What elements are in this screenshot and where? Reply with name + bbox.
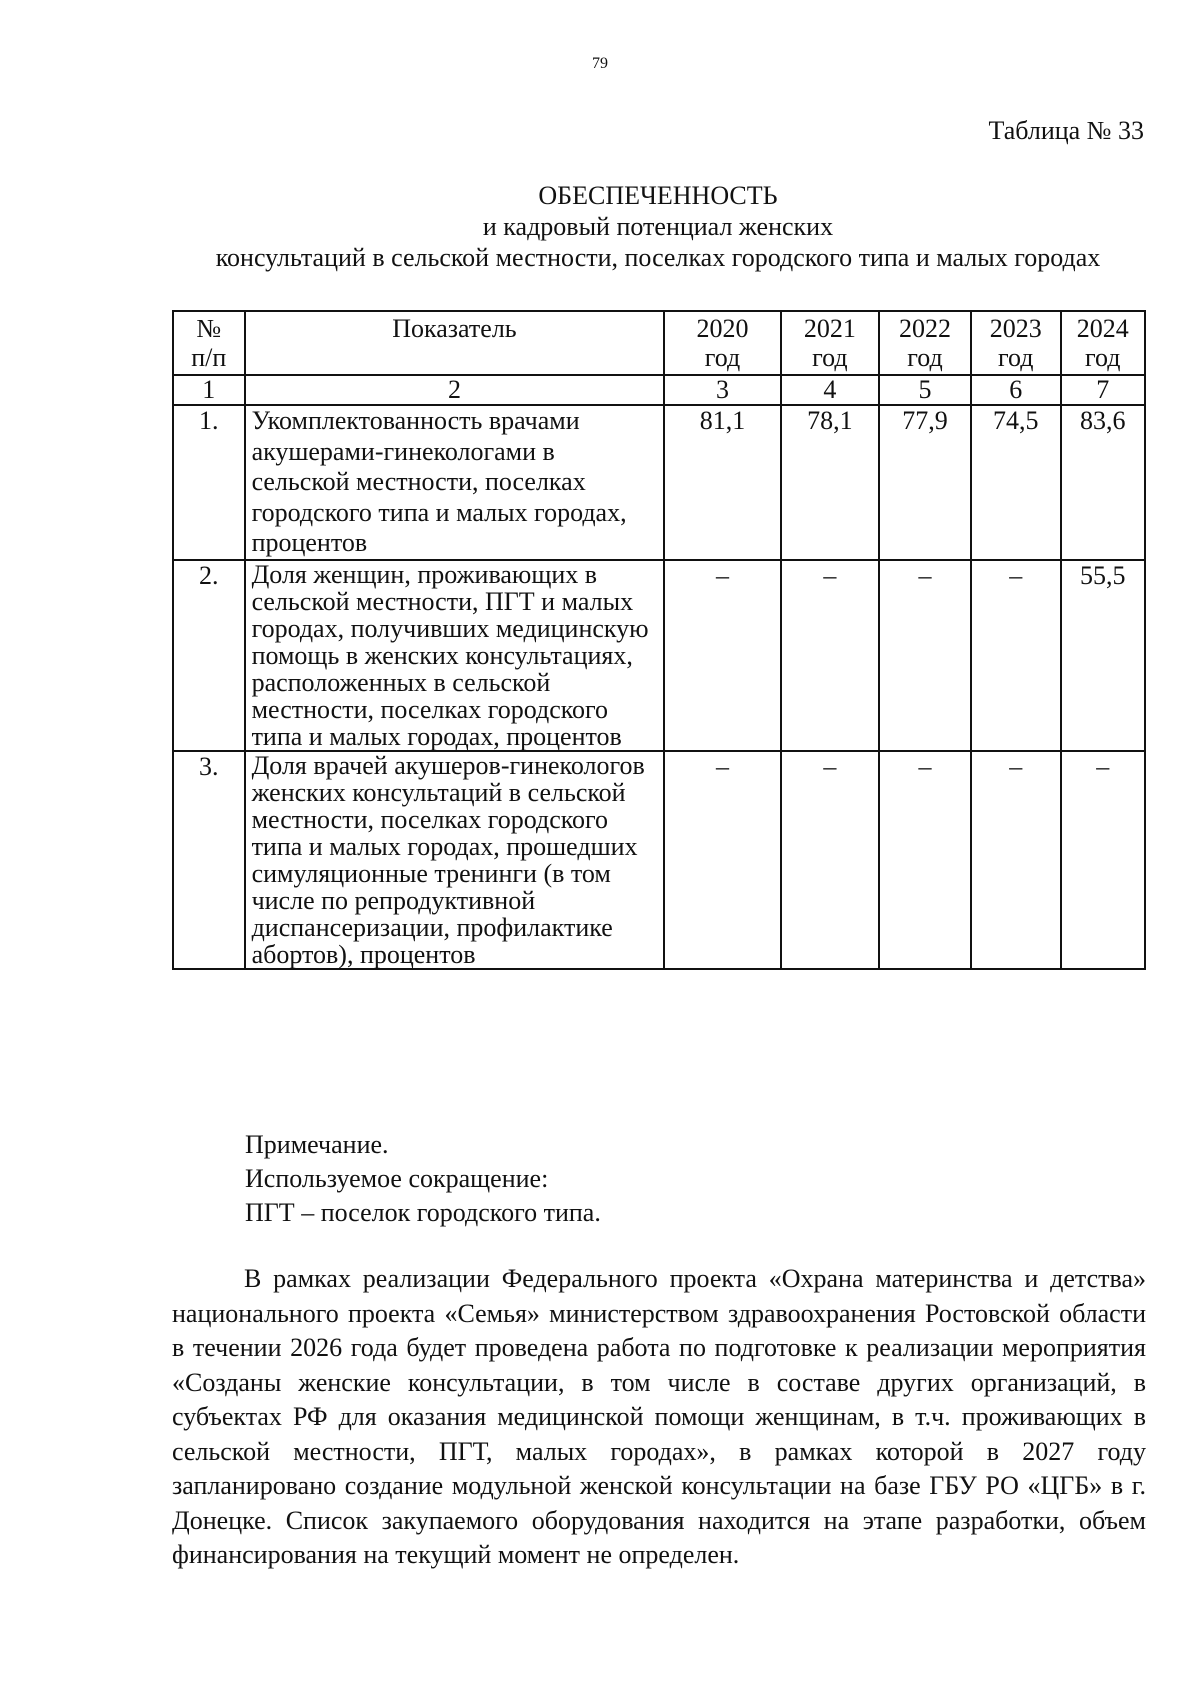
- title-line-1: ОБЕСПЕЧЕННОСТЬ: [538, 181, 778, 210]
- staffing-table: [172, 310, 1146, 970]
- row-indicator: Укомплектованность врачами акушерами-гинекологами в сельской местности, поселках городского типа и малых городах, процентов: [245, 405, 665, 560]
- table-label: Таблица № 33: [988, 116, 1144, 145]
- value-2022: –: [879, 560, 971, 751]
- row-indicator: Доля врачей акушеров-гинекологов женских консультаций в сельской местности, поселках городского типа и малых городах, прошедших симуляционные тренинги (в том числе по репродуктивной диспансеризации, профилактике абортов), процентов: [245, 751, 665, 969]
- value-2020: –: [664, 560, 780, 751]
- note-block: [245, 1128, 601, 1230]
- header-year-unit: год: [997, 343, 1034, 372]
- value-2020: 81,1: [664, 405, 780, 560]
- header-year: 2020: [696, 314, 749, 343]
- header-year-2020: [664, 311, 780, 375]
- header-year: 2022: [898, 314, 951, 343]
- value-2023: –: [971, 560, 1061, 751]
- note-abbreviation-heading: Используемое сокращение:: [245, 1164, 549, 1193]
- header-year: 2024: [1076, 314, 1129, 343]
- row-number: 3.: [173, 751, 245, 969]
- value-2021: 78,1: [781, 405, 879, 560]
- header-year: 2021: [803, 314, 856, 343]
- row-number: 2.: [173, 560, 245, 751]
- note-abbreviation: ПГТ – поселок городского типа.: [245, 1198, 601, 1227]
- value-2023: 74,5: [971, 405, 1061, 560]
- header-num-line1: №: [196, 314, 222, 343]
- row-number: 1.: [173, 405, 245, 560]
- column-number: 2: [245, 375, 665, 405]
- header-year-2021: [781, 311, 879, 375]
- header-num: [173, 311, 245, 375]
- column-number: 1: [173, 375, 245, 405]
- body-paragraph: В рамках реализации Федерального проекта «Охрана материнства и детства» национального проекта «Семья» министерством здравоохранения Ростовской области в течении 2026 года будет проведена работа по подготовке к реализации мероприятия «Созданы женские консультации, в том числе в составе других организаций, в субъектах РФ для оказания медицинской помощи женщинам, в т.ч. проживающих в сельской местности, ПГТ, малых городах», в рамках которой в 2027 году запланировано создание модульной женской консультации на базе ГБУ РО «ЦГБ» в г. Донецке. Список закупаемого оборудования находится на этапе разработки, объем финансирования на текущий момент не определен.: [172, 1264, 1146, 1569]
- value-2022: –: [879, 751, 971, 969]
- table-row: [173, 560, 1145, 751]
- value-2020: –: [664, 751, 780, 969]
- header-year-unit: год: [907, 343, 943, 372]
- table-title: [160, 180, 1156, 273]
- title-line-3: консультаций в сельской местности, поселках городского типа и малых городах: [215, 243, 1101, 272]
- column-number: 6: [971, 375, 1061, 405]
- header-year-2023: [971, 311, 1061, 375]
- column-number: 3: [664, 375, 780, 405]
- column-number: 5: [879, 375, 971, 405]
- value-2024: 55,5: [1061, 560, 1145, 751]
- row-indicator: Доля женщин, проживающих в сельской местности, ПГТ и малых городах, получивших медицинскую помощь в женских консультациях, расположенных в сельской местности, поселках городского типа и малых городах, процентов: [245, 560, 665, 751]
- table-row: [173, 751, 1145, 969]
- value-2023: –: [971, 751, 1061, 969]
- header-row: [173, 311, 1145, 375]
- column-number: 4: [781, 375, 879, 405]
- column-number-row: [173, 375, 1145, 405]
- header-num-line2: п/п: [191, 343, 227, 372]
- value-2021: –: [781, 560, 879, 751]
- header-year-2022: [879, 311, 971, 375]
- value-2022: 77,9: [879, 405, 971, 560]
- title-line-2: и кадровый потенциал женских: [482, 212, 834, 241]
- value-2024: –: [1061, 751, 1145, 969]
- page-number: 79: [592, 55, 608, 72]
- header-year-2024: [1061, 311, 1145, 375]
- table-row: [173, 405, 1145, 560]
- header-indicator: Показатель: [245, 311, 665, 375]
- value-2021: –: [781, 751, 879, 969]
- value-2024: 83,6: [1061, 405, 1145, 560]
- header-year-unit: год: [1085, 343, 1121, 372]
- note-heading: Примечание.: [245, 1130, 389, 1159]
- header-year: 2023: [989, 314, 1042, 343]
- column-number: 7: [1061, 375, 1145, 405]
- header-year-unit: год: [812, 343, 848, 372]
- header-year-unit: год: [704, 343, 741, 372]
